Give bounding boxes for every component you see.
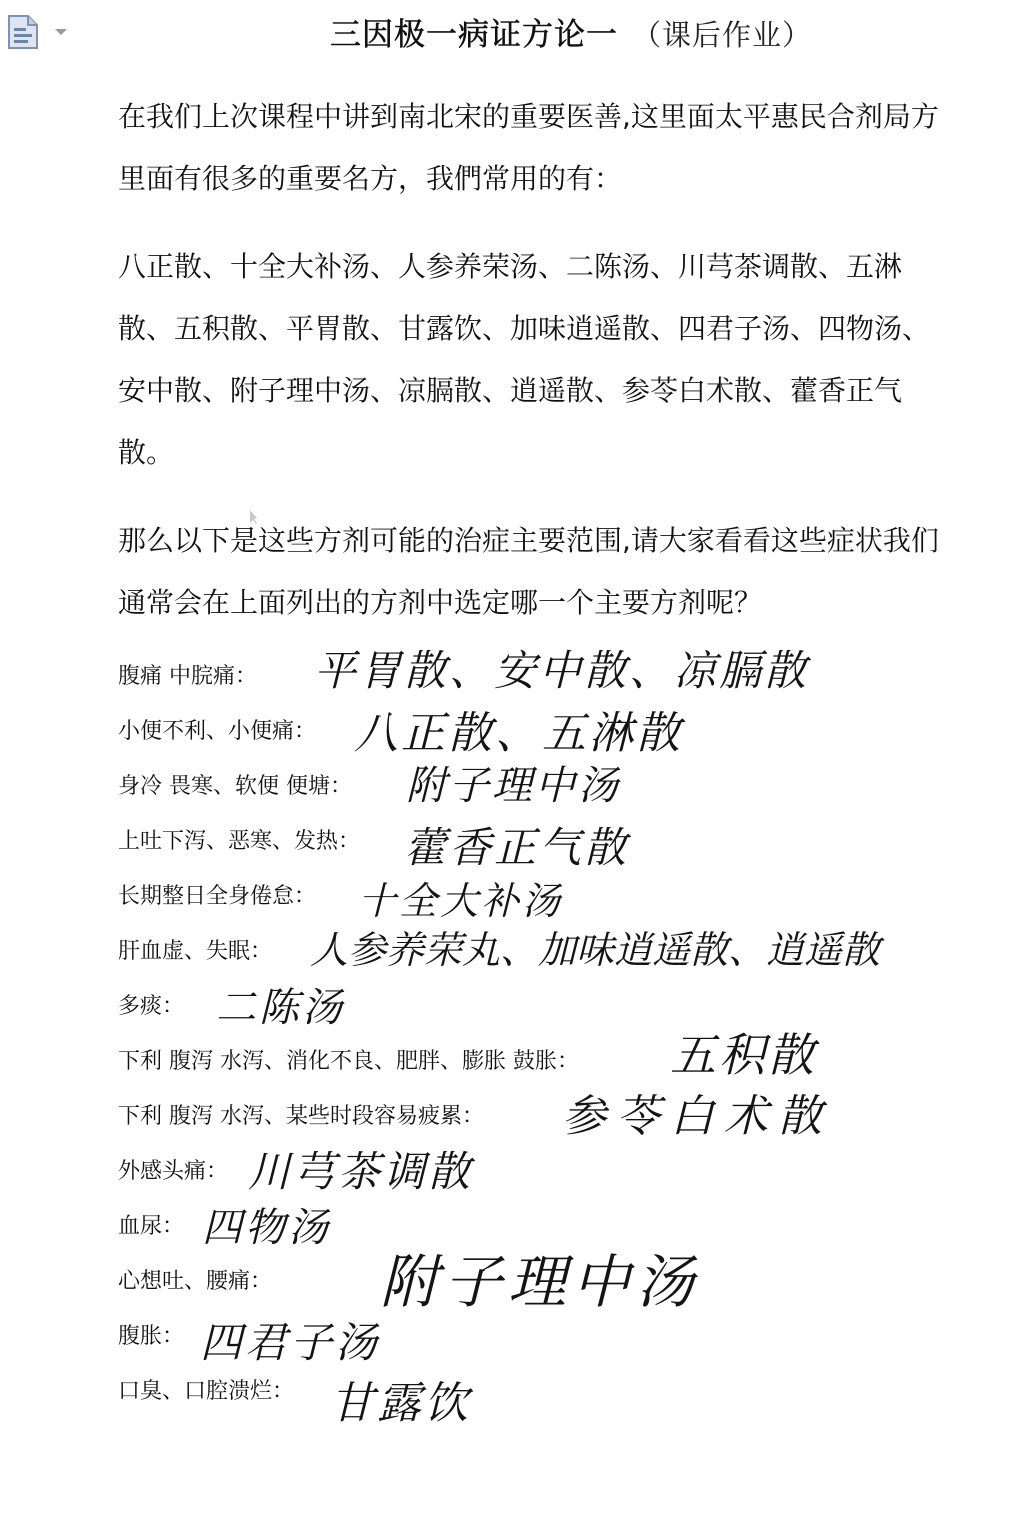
qa-row: [118, 876, 1027, 923]
handwritten-answer: 参苓白术散: [562, 1091, 832, 1142]
symptom-label: 下利 腹泻 水泻、某些时段容易疲累：: [118, 1104, 484, 1129]
symptom-label: 小便不利、小便痛：: [118, 719, 317, 744]
title-subtitle: （课后作业）: [632, 18, 813, 52]
qa-row: [118, 821, 1027, 872]
paragraph-intro: 在我们上次课程中讲到南北宋的重要医善,这里面太平惠民合剂局方里面有很多的重要名方，我們常用的有：: [118, 100, 939, 195]
handwritten-answer: 附子理中汤: [406, 763, 621, 809]
qa-row: [118, 708, 1027, 759]
qa-row: [118, 1147, 1027, 1196]
qa-row: [118, 763, 1027, 809]
handwritten-answer: 四君子汤: [200, 1318, 381, 1367]
symptom-label: 多痰：: [118, 994, 185, 1019]
handwritten-answer: 二陈汤: [216, 985, 345, 1031]
symptom-label: 肝血虚、失眠：: [118, 939, 273, 964]
symptom-label: 长期整日全身倦怠：: [118, 884, 317, 909]
chevron-down-icon[interactable]: [54, 27, 68, 37]
symptom-label: 血尿：: [118, 1214, 185, 1239]
title-main: 三因极一病证方论一: [330, 17, 618, 53]
handwritten-answer: 藿香正气散: [404, 823, 630, 872]
symptom-label: 外感头痛：: [118, 1159, 229, 1184]
symptom-label: 口臭、口腔溃烂：: [118, 1379, 295, 1404]
symptom-label: 下利 腹泻 水泻、消化不良、肥胖、膨胀 鼓胀：: [118, 1049, 579, 1074]
symptom-label: 心想吐、腰痛：: [118, 1269, 273, 1294]
paragraph-formula-list: 八正散、十全大补汤、人参养荣汤、二陈汤、川芎茶调散、五淋散、五积散、平胃散、甘露饮、加味逍遥散、四君子汤、四物汤、安中散、附子理中汤、凉膈散、逍遥散、参苓白术散、藿香正气散。: [118, 250, 931, 469]
document-view-icon[interactable]: [6, 14, 40, 50]
qa-row: [118, 1028, 1027, 1082]
qa-row: [118, 1091, 1027, 1142]
qa-row: [118, 985, 1027, 1031]
symptom-label: 腹痛 中脘痛：: [118, 664, 257, 689]
symptom-label: 上吐下泻、恶寒、发热：: [118, 829, 361, 854]
handwritten-answer: 平胃散、安中散、凉膈散: [314, 646, 810, 695]
handwritten-answer: 附子理中汤: [380, 1248, 701, 1316]
handwritten-answer: 四物汤: [202, 1205, 331, 1251]
qa-row: [118, 1248, 1027, 1316]
paragraph-question: 那么以下是这些方剂可能的治症主要范围,请大家看看这些症状我们通常会在上面列出的方剂中选定哪一个主要方剂呢？: [118, 524, 939, 619]
qa-row: [118, 1371, 1027, 1429]
document-title: [330, 10, 812, 60]
qa-row: [118, 1316, 1027, 1367]
handwritten-answer: 人参养荣丸、加味逍遥散、逍遥散: [310, 928, 881, 972]
handwritten-answer: 五积散: [670, 1028, 817, 1082]
handwritten-answer: 甘露饮: [330, 1378, 471, 1429]
qa-row: [118, 928, 1027, 972]
qa-row: [118, 646, 1027, 696]
symptom-label: 身冷 畏寒、软便 便塘：: [118, 774, 352, 799]
handwritten-answer: 八正散、五淋散: [354, 708, 683, 759]
symptom-label: 腹胀：: [118, 1324, 185, 1349]
handwritten-answer: 十全大补汤: [358, 879, 564, 923]
handwritten-answer: 川芎茶调散: [248, 1147, 474, 1196]
